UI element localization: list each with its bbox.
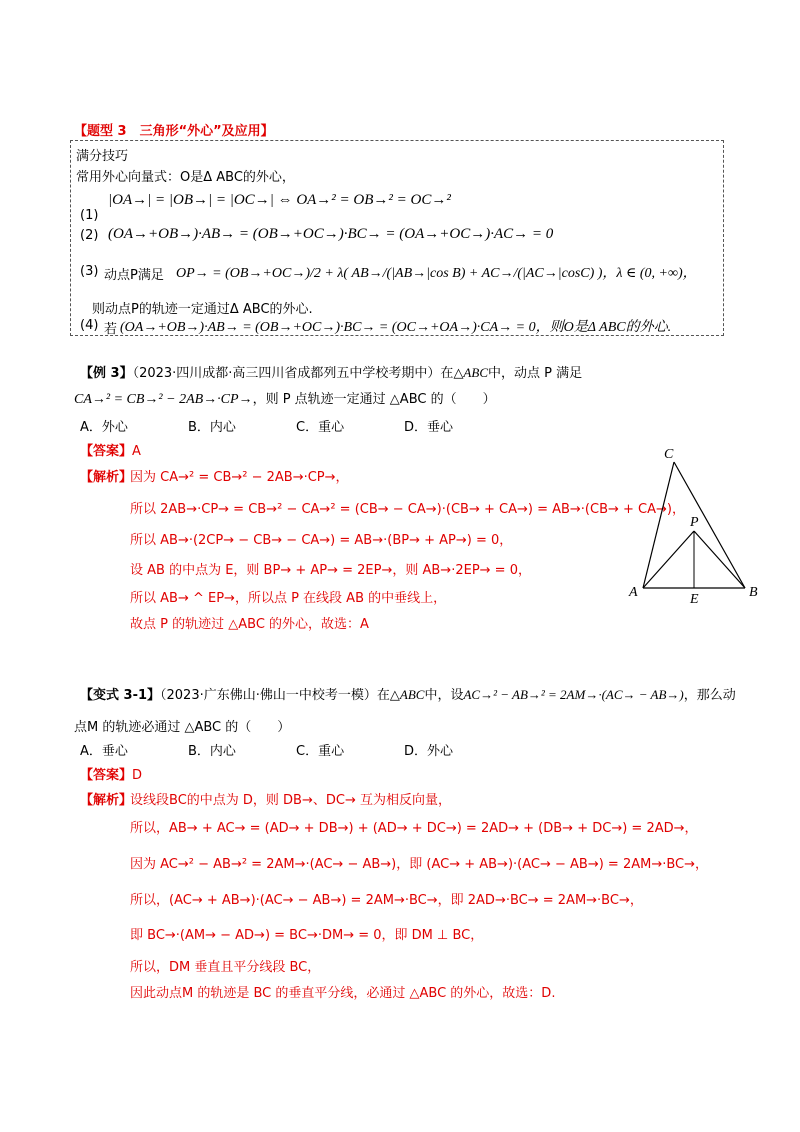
example-3-answer-label: 【答案】 [80,444,133,459]
variant-3-1-triangle: △ABC [389,687,425,702]
example-3-answer [80,440,141,459]
variant-3-1-step-6: 所以，DM 垂直且平分线段 BC， [130,960,321,975]
variant-3-1-option-d: D．外心 [404,744,454,759]
example-3-question: ，则 P 点轨迹一定通过 △ABC 的（ ） [252,392,496,407]
example-3-option-d: D．垂心 [404,420,454,435]
tip-3-num: (3) [80,264,99,279]
variant-3-1-text-after: 中，设 [424,688,464,703]
example-3-question-line [74,388,496,408]
example-3-option-b: B．内心 [188,420,236,435]
variant-3-1-step-3: 因为 AC→² − AB→² = 2AM→·(AC→ − AB→)，即 (AC→ + AB→)·(AC→ − AB→) = 2AM→·BC→， [130,857,709,872]
variant-3-1-answer-label: 【答案】 [80,768,133,783]
label-p: P [690,515,699,530]
example-3-step-2: 所以 2AB→·CP→ = CB→² − CA→² = (CB→ − CA→)·(CB→ + CA→) = AB→·(CB→ + CA→)， [130,502,685,517]
tip-4-text: 若 [104,322,118,337]
tip-3-line2: 则动点P的轨迹一定通过Δ ABC的外心. [92,302,313,317]
variant-3-1-step-7: 因此动点M 的轨迹是 BC 的垂直平分线，必通过 △ABC 的外心，故选：D. [130,986,556,1001]
variant-3-1-text-end: ，那么动 [683,688,736,703]
example-3-step-3: 所以 AB→·(2CP→ − CB→ − CA→) = AB→·(BP→ + AP→) = 0， [130,533,513,548]
label-c: C [664,447,674,462]
example-3-text-after: 中，动点 P 满足 [488,366,583,381]
example-3-header [80,362,582,381]
label-e: E [690,592,699,607]
tips-intro: 常用外心向量式：O是Δ ABC的外心， [76,170,295,185]
variant-3-1-line2: 点M 的轨迹必通过 △ABC 的（ ） [74,720,291,735]
example-3-label: 【例 3】 [80,366,133,381]
tip-2-num: (2) [80,228,99,243]
tip-3-formula: OP→ = (OB→+OC→)/2 + λ( AB→/(|AB→|cos B) + AC→/(|AC→|cosC) )，λ ∈ (0, +∞)， [176,266,697,281]
tip-3-text: 动点P满足 [104,268,164,283]
example-3-step-4: 设 AB 的中点为 E，则 BP→ + AP→ = 2EP→，则 AB→·2EP→ = 0， [130,563,531,578]
segment-pa [643,531,694,588]
variant-3-1-analysis-label: 【解析】 [80,793,133,808]
tips-heading: 满分技巧 [76,149,129,164]
variant-3-1-header [80,684,736,703]
triangle-figure [620,440,770,610]
variant-3-1-condition: AC→² − AB→² = 2AM→·(AC→ − AB→) [463,687,684,702]
example-3-condition: CA→² = CB→² − 2AB→·CP→ [74,392,253,407]
section-title: 【题型 3 三角形“外心”及应用】 [74,124,274,139]
variant-3-1-step-5: 即 BC→·(AM→ − AD→) = BC→·DM→ = 0，即 DM ⊥ BC， [130,928,484,943]
example-3-answer-value: A [132,444,141,459]
tip-4-formula: (OA→+OB→)·AB→ = (OB→+OC→)·BC→ = (OC→+OA→)·CA→ = 0，则O是Δ ABC的外心. [120,320,672,335]
variant-3-1-option-c: C．重心 [296,744,345,759]
example-3-analysis-label: 【解析】 [80,470,133,485]
edge-cb [674,462,745,588]
tip-1-num: (1) [80,208,99,223]
segment-pb [694,531,745,588]
example-3-step-5: 所以 AB→ ^ EP→，所以点 P 在线段 AB 的中垂线上， [130,591,447,606]
tip-1-formula: |OA→| = |OB→| = |OC→| ⇔ OA→² = OB→² = OC→² [108,192,451,208]
example-3-source: （2023·四川成都·高三四川省成都列五中学校考期中）在 [132,366,454,381]
variant-3-1-step-1: 设线段BC的中点为 D，则 DB→、DC→ 互为相反向量， [130,793,451,808]
label-b: B [749,585,758,600]
tip-2-formula: (OA→+OB→)·AB→ = (OB→+OC→)·BC→ = (OA→+OC→)·AC→ = 0 [108,226,554,242]
variant-3-1-option-b: B．内心 [188,744,236,759]
variant-3-1-step-2: 所以，AB→ + AC→ = (AD→ + DB→) + (AD→ + DC→) = 2AD→ + (DB→ + DC→) = 2AD→， [130,821,698,836]
variant-3-1-answer [80,764,142,783]
label-a: A [629,585,638,600]
example-3-option-c: C．重心 [296,420,345,435]
example-3-option-a: A．外心 [80,420,128,435]
variant-3-1-step-4: 所以，(AC→ + AB→)·(AC→ − AB→) = 2AM→·BC→，即 2AD→·BC→ = 2AM→·BC→， [130,893,643,908]
example-3-triangle: △ABC [453,365,488,380]
edge-ca [643,462,674,588]
variant-3-1-source: （2023·广东佛山·佛山一中校考一模）在 [160,688,390,703]
variant-3-1-label: 【变式 3-1】 [80,688,161,703]
tip-4-num: (4) [80,318,99,333]
variant-3-1-option-a: A．垂心 [80,744,128,759]
variant-3-1-answer-value: D [132,768,143,783]
example-3-step-6: 故点 P 的轨迹过 △ABC 的外心，故选：A [130,617,369,632]
example-3-step-1: 因为 CA→² = CB→² − 2AB→·CP→， [130,470,349,485]
